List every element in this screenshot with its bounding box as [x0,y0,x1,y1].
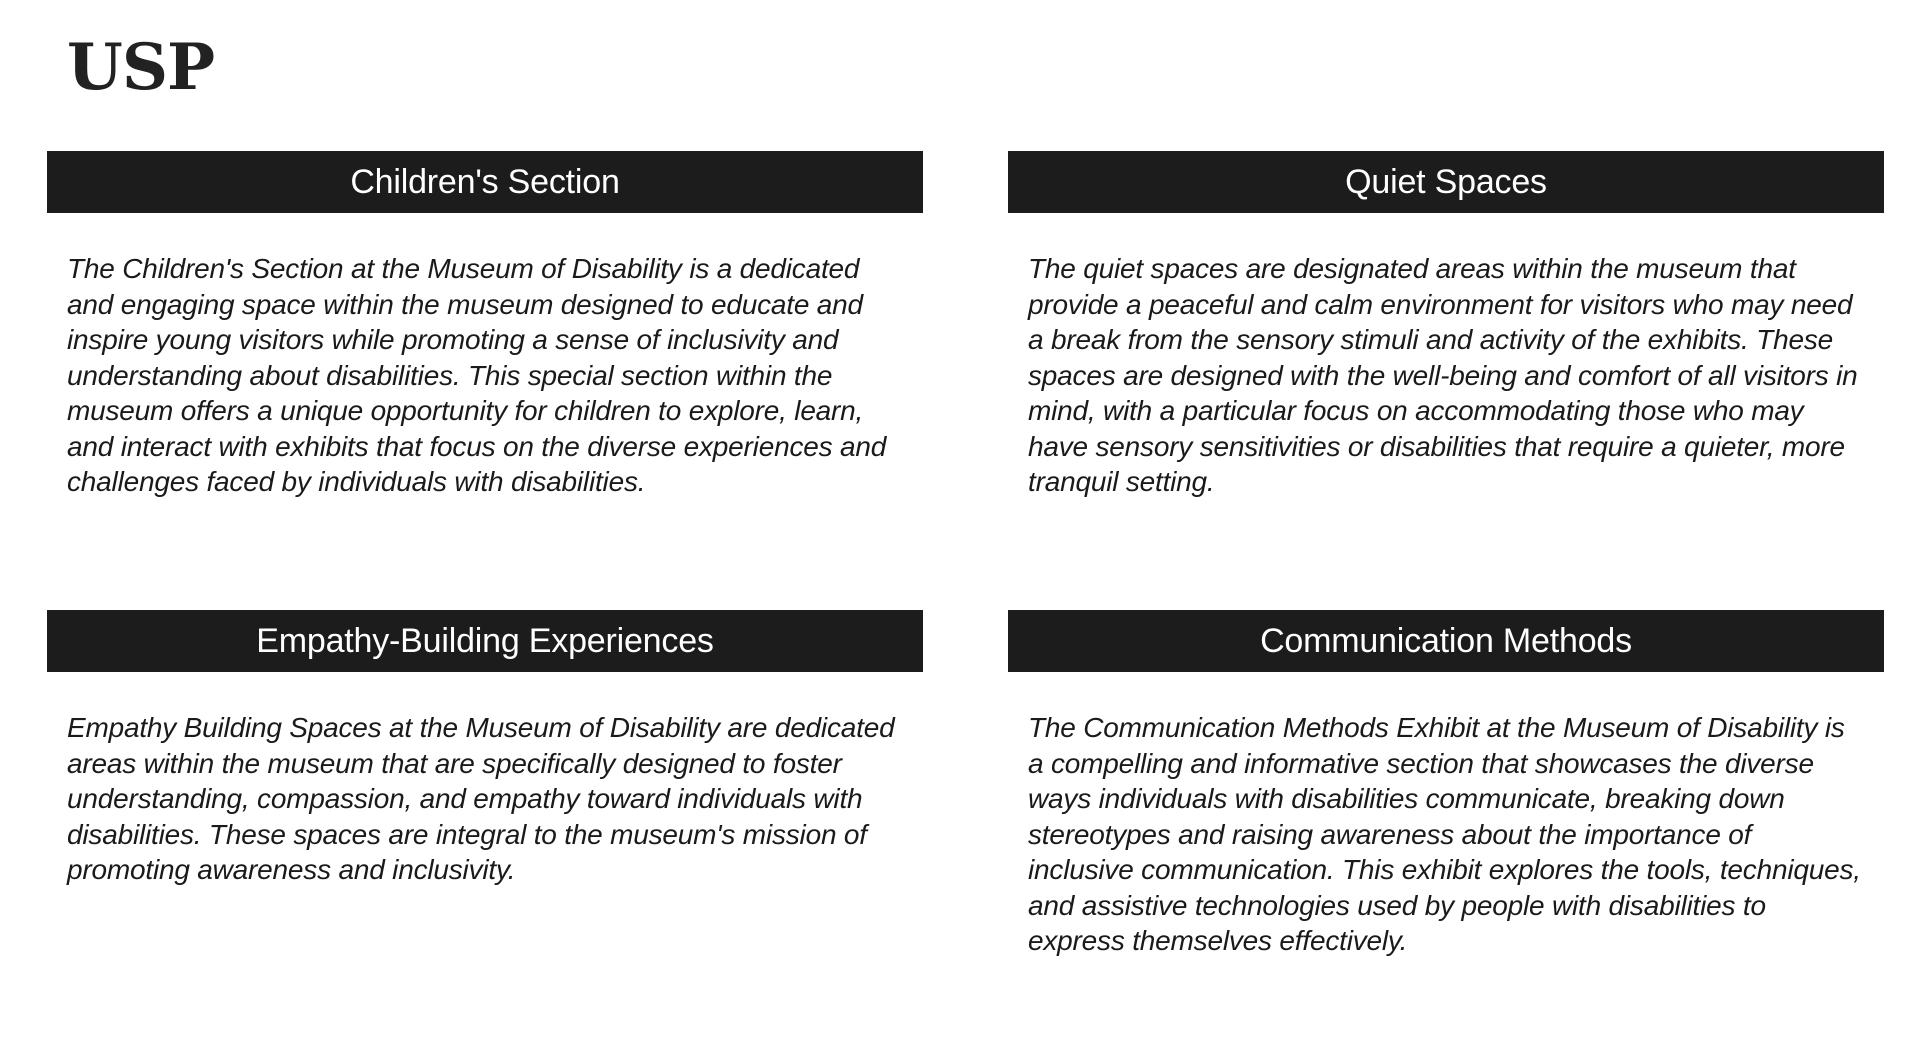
card-header [1008,610,1884,672]
card-description: The quiet spaces are designated areas within the museum that provide a peaceful and calm environment for visitors who may need a break from the sensory stimuli and activity of the exhibits. These spaces are designed with the well-being and comfort of all visitors in mind, with a particular focus on accommodating those who may have sensory sensitivities or disabilities that require a quieter, more tranquil setting. [1028,253,1858,497]
card-title: Children's Section [350,162,620,201]
card-empathy-building-experiences [47,610,923,888]
card-description: The Children's Section at the Museum of Disability is a dedicated and engaging space within the museum designed to educate and inspire young visitors while promoting a sense of inclusivity and understanding about disabilities. This special section within the museum offers a unique opportunity for children to explore, learn, and interact with exhibits that focus on the diverse experiences and challenges faced by individuals with disabilities. [67,253,887,497]
card-quiet-spaces [1008,151,1884,500]
card-title: Communication Methods [1260,621,1632,660]
card-title: Quiet Spaces [1345,162,1547,201]
card-header [47,151,923,213]
card-description: The Communication Methods Exhibit at the Museum of Disability is a compelling and informative section that showcases the diverse ways individuals with disabilities communicate, breaking down stereotypes and raising awareness about the importance of inclusive communication. This exhibit explores the tools, techniques, and assistive technologies used by people with disabilities to express themselves effectively. [1028,712,1861,956]
card-title: Empathy-Building Experiences [256,621,714,660]
card-childrens-section [47,151,923,500]
page-title: USP [67,30,215,105]
card-communication-methods [1008,610,1884,959]
card-header [1008,151,1884,213]
card-header [47,610,923,672]
card-description: Empathy Building Spaces at the Museum of Disability are dedicated areas within the museum that are specifically designed to foster understanding, compassion, and empathy toward individuals with disabilities. These spaces are integral to the museum's mission of promoting awareness and inclusivity. [67,712,895,885]
